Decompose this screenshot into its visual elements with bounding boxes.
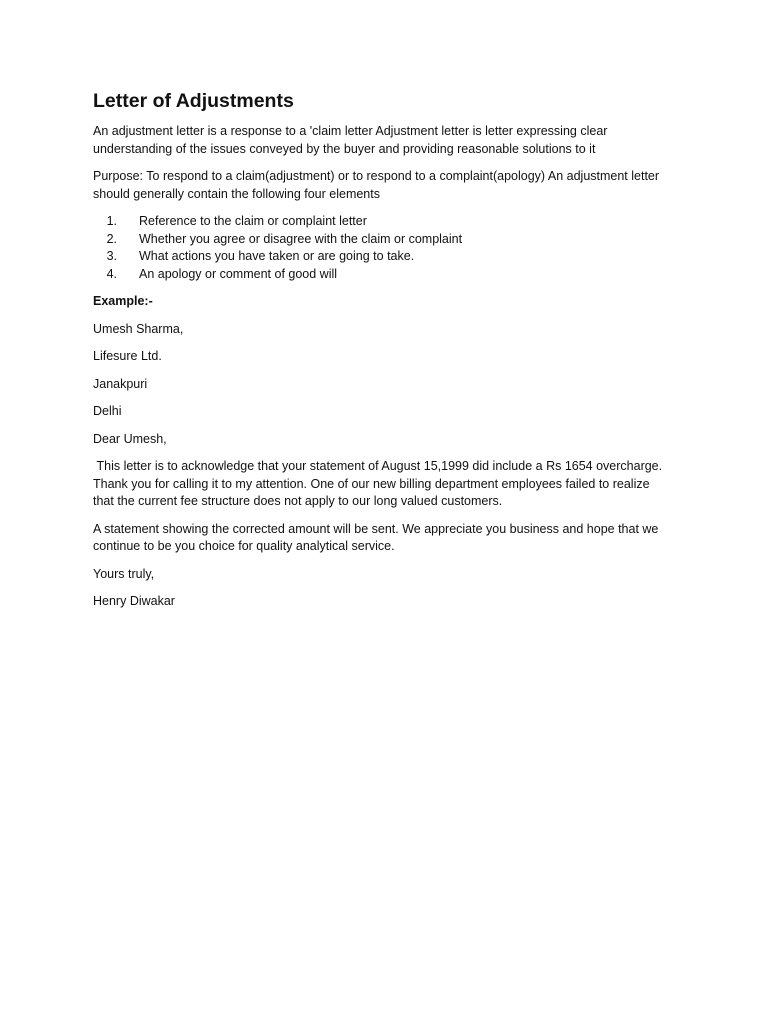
list-item-text: An apology or comment of good will bbox=[139, 266, 338, 281]
example-heading: Example:- bbox=[93, 294, 153, 308]
intro-paragraph: An adjustment letter is a response to a 'claim letter Adjustment letter is letter expressing clear understanding of the issues conveyed by the buyer and providing reasonable solutions to it bbox=[93, 124, 608, 156]
recipient-company: Lifesure Ltd. bbox=[93, 349, 162, 363]
salutation: Dear Umesh, bbox=[93, 431, 167, 446]
list-item bbox=[93, 213, 673, 231]
list-item-text: Whether you agree or disagree with the claim or complaint bbox=[139, 231, 463, 246]
list-item bbox=[93, 266, 673, 284]
list-item-number: 2. bbox=[106, 231, 117, 246]
list-item-number: 4. bbox=[106, 266, 117, 281]
closing: Yours truly, bbox=[93, 566, 155, 581]
document-page bbox=[93, 88, 673, 621]
list-item-text: Reference to the claim or complaint letter bbox=[139, 214, 367, 228]
document-title: Letter of Adjustments bbox=[93, 90, 294, 112]
elements-list bbox=[93, 213, 673, 283]
list-item-text: What actions you have taken or are going to take. bbox=[139, 249, 415, 263]
list-item bbox=[93, 248, 673, 266]
signature: Henry Diwakar bbox=[93, 594, 175, 608]
list-item-number: 3. bbox=[106, 249, 117, 263]
letter-body-paragraph-2: A statement showing the corrected amount will be sent. We appreciate you business and hope that we continue to be you choice for quality analytical service. bbox=[93, 521, 659, 553]
recipient-name: Umesh Sharma, bbox=[93, 321, 184, 336]
recipient-city: Delhi bbox=[93, 404, 122, 418]
letter-body-paragraph-1: This letter is to acknowledge that your statement of August 15,1999 did include a Rs 1654 overcharge. Thank you for calling it to my attention. One of our new billing department employees failed to realize that the current fee structure does not apply to our long valued customers. bbox=[93, 459, 666, 508]
recipient-area: Janakpuri bbox=[93, 376, 148, 391]
purpose-paragraph: Purpose: To respond to a claim(adjustment) or to respond to a complaint(apology) An adjustment letter should generally contain the following four elements bbox=[93, 169, 660, 201]
list-item-number: 1. bbox=[106, 214, 117, 228]
list-item bbox=[93, 231, 673, 249]
